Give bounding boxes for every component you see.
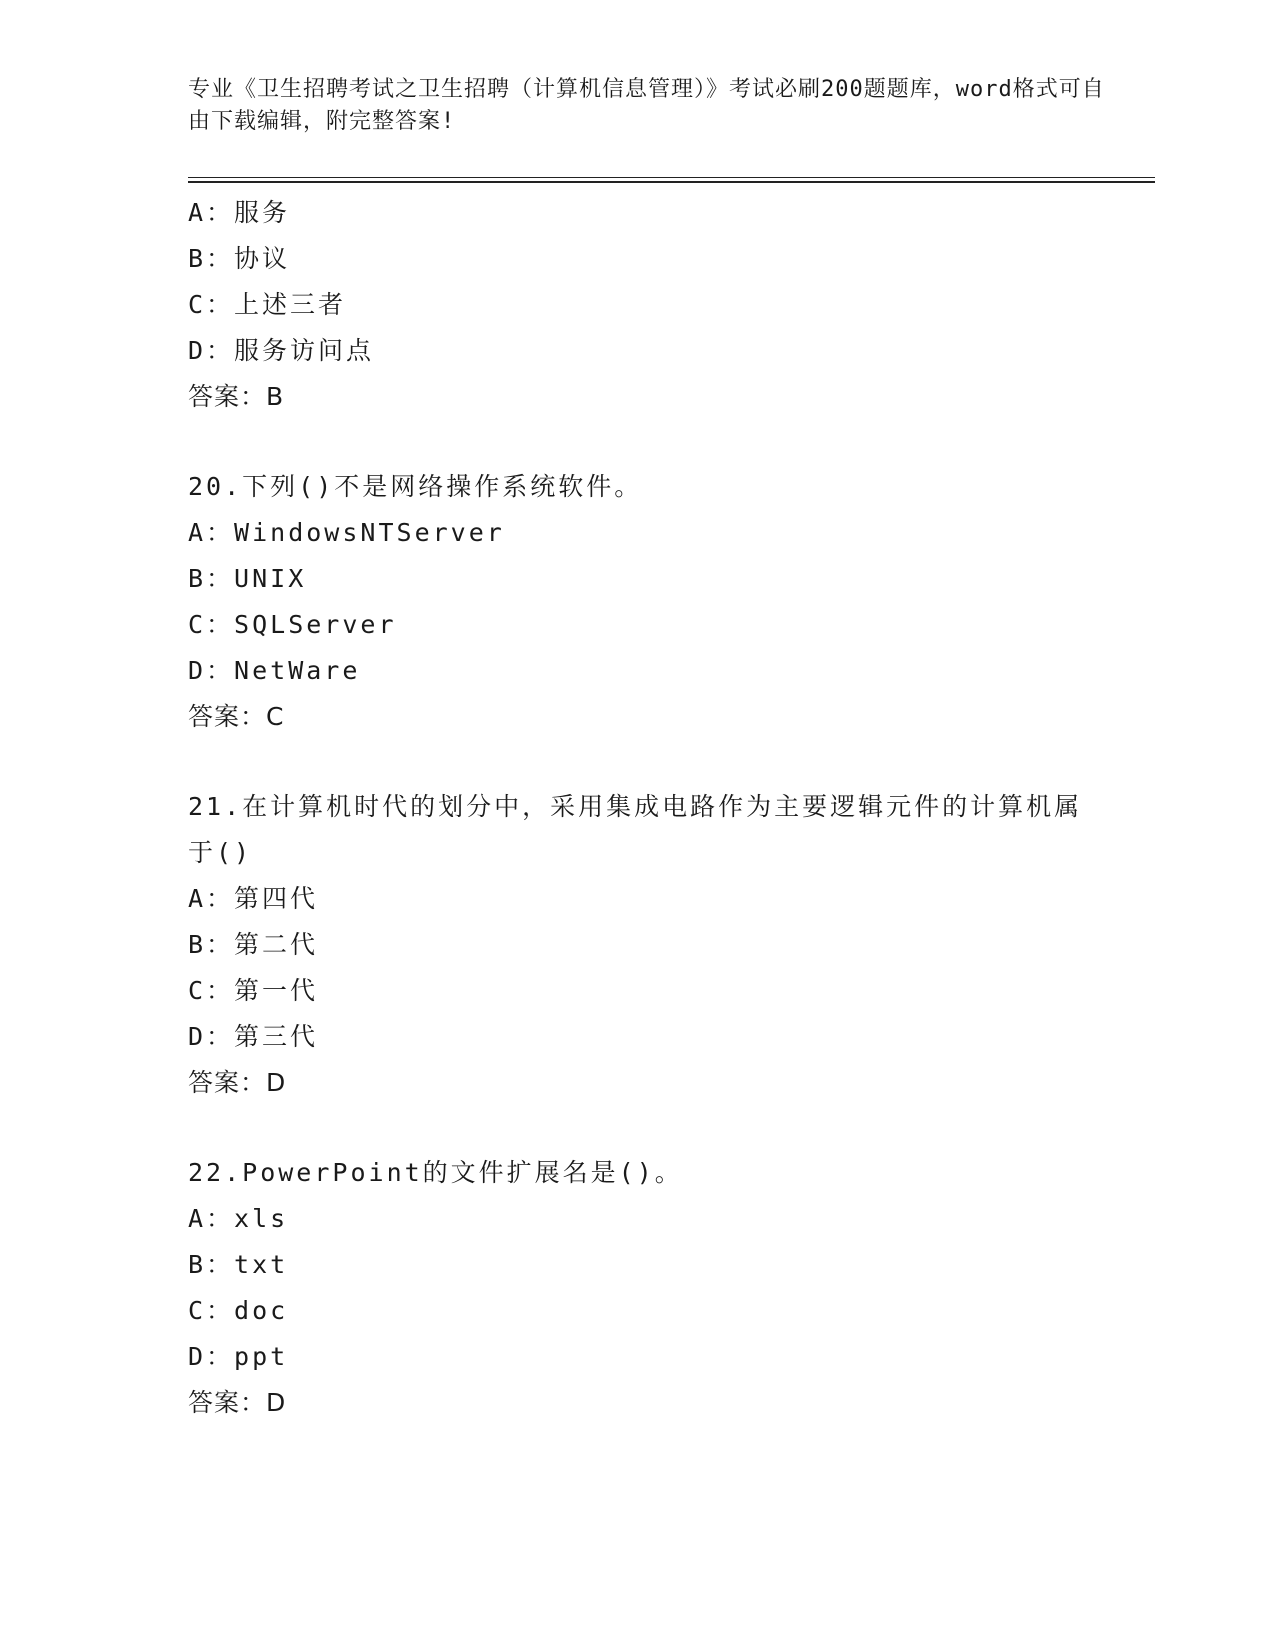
option-b: B：txt <box>188 1250 289 1279</box>
option-c: C：上述三者 <box>188 290 347 319</box>
question-stem: 20.下列()不是网络操作系统软件。 <box>188 472 643 501</box>
option-c: C：SQLServer <box>188 610 397 639</box>
option-c: C：第一代 <box>188 976 319 1005</box>
answer-line: 答案：B <box>188 382 285 411</box>
option-d: D：NetWare <box>188 656 361 685</box>
answer-line: 答案：C <box>188 702 285 731</box>
option-a: A：第四代 <box>188 884 319 913</box>
answer-line: 答案：D <box>188 1068 287 1097</box>
option-a: A：服务 <box>188 198 291 227</box>
option-d: D：第三代 <box>188 1022 319 1051</box>
option-b: B：UNIX <box>188 564 307 593</box>
question-stem: 21.在计算机时代的划分中，采用集成电路作为主要逻辑元件的计算机属于() <box>188 792 1083 867</box>
question-list <box>188 190 1088 1426</box>
option-a: A：xls <box>188 1204 289 1233</box>
question-20 <box>188 464 1088 740</box>
option-c: C：doc <box>188 1296 289 1325</box>
option-d: D：服务访问点 <box>188 336 375 365</box>
option-d: D：ppt <box>188 1342 289 1371</box>
option-b: B：第二代 <box>188 930 319 959</box>
header-divider-thin <box>188 177 1155 178</box>
question-stem: 22.PowerPoint的文件扩展名是()。 <box>188 1158 683 1187</box>
option-a: A：WindowsNTServer <box>188 518 505 547</box>
header-divider-thick <box>188 181 1155 183</box>
question-21 <box>188 784 1088 1106</box>
document-header: 专业《卫生招聘考试之卫生招聘（计算机信息管理）》考试必刷200题题库，word格式可自由下载编辑，附完整答案! <box>188 77 1105 134</box>
question-19 <box>188 190 1088 420</box>
question-22 <box>188 1150 1088 1426</box>
answer-line: 答案：D <box>188 1388 287 1417</box>
option-b: B：协议 <box>188 244 291 273</box>
